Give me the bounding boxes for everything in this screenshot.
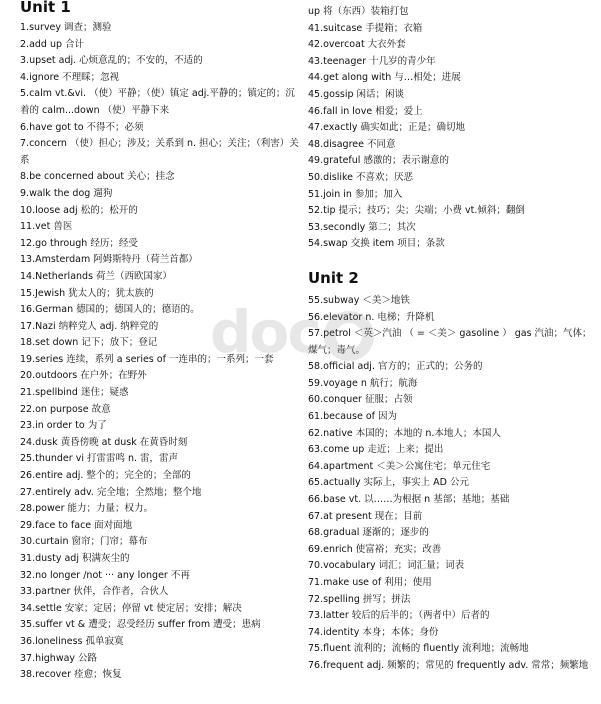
vocab-entry-64: 64.apartment ＜美＞公寓住宅；单元住宅 [308,460,491,472]
vocab-entry-69: 69.enrich 使富裕；充实；改善 [308,543,442,555]
vocab-entry-45: 45.gossip 闲话；闲谈 [308,88,405,100]
vocab-entry-20: 20.outdoors 在户外；在野外 [20,370,147,382]
vocab-entry-44: 44.get along with 与…相处；进展 [308,72,461,84]
vocab-entry-56: 56.elevator n. 电梯；升降机 [308,311,435,323]
vocab-entry-52: 52.tip 提示；技巧；尖；尖端；小费 vt.倾斜；翻倒 [308,205,525,217]
vocab-entry-13: 13.Amsterdam 阿姆斯特丹（荷兰首都） [20,254,198,266]
vocab-entry-58: 58.official adj. 官方的；正式的；公务的 [308,361,483,373]
vocab-entry-65: 65.actually 实际上，事实上 AD 公元 [308,477,469,489]
vocab-entry-16: 16.German 德国的；德国人的；德语的。 [20,304,200,316]
vocab-entry-63: 63.come up 走近；上来；提出 [308,444,444,456]
vocab-entry-57: 57.petrol ＜英＞汽油 （ = ＜美＞ gasoline ） gas 汽油；气体；煤气；毒气。 [308,328,592,356]
vocab-entry-60: 60.conquer 征服；占领 [308,394,413,406]
vocab-entry-49: 49.grateful 感激的；表示谢意的 [308,155,449,167]
vocab-entry-3: 3.upset adj. 心烦意乱的；不安的，不适的 [20,55,203,67]
vocab-entry-66: 66.base vt. 以……为根据 n 基部；基地；基础 [308,494,510,506]
vocab-entry-43: 43.teenager 十几岁的青少年 [308,55,436,67]
vocab-entry-37: 37.highway 公路 [20,652,98,664]
vocab-entry-55: 55.subway ＜美＞地铁 [308,294,410,306]
unit-1-heading: Unit 1 [20,0,71,16]
vocab-entry-62: 62.native 本国的；本地的 n.本地人；本国人 [308,427,501,439]
unit-2-heading: Unit 2 [308,268,359,287]
vocab-entry-23: 23.in order to 为了 [20,420,107,432]
vocab-entry-14: 14.Netherlands 荷兰（西欧国家） [20,270,173,282]
vocab-entry-34: 34.settle 安家；定居；停留 vt 使定居；安排；解决 [20,602,242,614]
vocab-entry-6: 6.have got to 不得不；必须 [20,121,144,133]
continued-entry-fragment: up 将（东西）装箱打包 [308,6,409,17]
vocab-entry-18: 18.set down 记下；放下；登记 [20,337,158,349]
right-column [308,0,596,675]
vocab-entry-67: 67.at present 现在；目前 [308,510,423,522]
vocab-entry-73: 73.latter 较后的后半的；（两者中）后者的 [308,610,490,622]
vocab-entry-1: 1.survey 调查；测验 [20,22,112,33]
vocab-entry-15: 15.Jewish 犹太人的；犹太族的 [20,287,154,299]
vocab-entry-47: 47.exactly 确实如此；正是；确切地 [308,122,465,134]
vocab-entry-19: 19.series 连续，系列 a series of 一连串的；一系列；一套 [20,353,274,365]
vocab-entry-74: 74.identity 本身；本体；身份 [308,626,439,638]
vocab-entry-32: 32.no longer /not ··· any longer 不再 [20,569,190,581]
vocab-entry-5: 5.calm vt.&vi. （使）平静；（使）镇定 adj.平静的；镇定的；沉着的 calm...down （使）平静下来 [20,88,295,116]
vocab-entry-31: 31.dusty adj 积满灰尘的 [20,553,130,564]
unit-1-vocab-list [20,20,300,684]
vocab-entry-27: 27.entirely adv. 完全地；全然地；整个地 [20,486,202,498]
vocab-entry-10: 10.loose adj 松的；松开的 [20,204,138,216]
vocab-entry-11: 11.vet 兽医 [20,221,73,233]
vocab-entry-46: 46.fall in love 相爱；爱上 [308,105,423,117]
vocab-entry-12: 12.go through 经历；经受 [20,237,138,249]
vocab-entry-41: 41.suitcase 手提箱；衣箱 [308,22,423,34]
vocab-entry-48: 48.disagree 不同意 [308,138,396,150]
vocab-entry-38: 38.recover 痊愈；恢复 [20,669,122,681]
unit-2-vocab-list [308,293,596,675]
vocab-entry-25: 25.thunder vi 打雷雷鸣 n. 雷，雷声 [20,453,179,465]
vocab-entry-7: 7.concern （使）担心；涉及；关系到 n. 担心；关注；（利害）关系 [20,138,299,166]
vocab-entry-17: 17.Nazi 纳粹党人 adj. 纳粹党的 [20,320,159,332]
vocab-entry-71: 71.make use of 利用；使用 [308,577,432,588]
vocab-entry-9: 9.walk the dog 遛狗 [20,187,113,199]
vocab-entry-51: 51.join in 参加；加入 [308,188,403,200]
vocab-entry-8: 8.be concerned about 关心；挂念 [20,171,175,183]
vocab-entry-2: 2.add up 合计 [20,38,85,50]
vocab-entry-4: 4.ignore 不理睬；忽视 [20,71,120,83]
vocab-entry-76: 76.frequent adj. 频繁的；常见的 frequently adv. 常常；频繁地 [308,659,589,671]
vocab-entry-75: 75.fluent 流利的；流畅的 fluently 流利地；流畅地 [308,643,529,655]
vocab-entry-68: 68.gradual 逐渐的；逐步的 [308,527,429,539]
vocab-entry-21: 21.spellbind 迷住；疑惑 [20,387,129,399]
vocab-entry-29: 29.face to face 面对面地 [20,519,133,531]
vocab-entry-72: 72.spelling 拼写；拼法 [308,593,411,605]
vocab-entry-30: 30.curtain 窗帘；门帘；幕布 [20,536,148,548]
vocab-entry-26: 26.entire adj. 整个的；完全的；全部的 [20,470,191,482]
unit-1-vocab-list-continued [308,21,596,253]
vocab-entry-61: 61.because of 因为 [308,411,398,423]
vocab-entry-33: 33.partner 伙伴，合作者，合伙人 [20,586,169,598]
left-column [20,0,300,684]
vocab-entry-28: 28.power 能力；力量；权力。 [20,503,153,515]
vocab-entry-36: 36.loneliness 孤单寂寞 [20,635,124,647]
vocab-entry-24: 24.dusk 黄昏傍晚 at dusk 在黄昏时刻 [20,436,188,448]
vocab-entry-22: 22.on purpose 故意 [20,403,111,415]
vocab-entry-59: 59.voyage n 航行；航海 [308,377,418,389]
vocab-entry-53: 53.secondly 第二；其次 [308,221,416,233]
vocab-entry-50: 50.dislike 不喜欢；厌恶 [308,171,414,183]
vocab-entry-54: 54.swap 交换 item 项目；条款 [308,238,445,250]
docin-watermark: doc [210,298,378,366]
vocab-entry-42: 42.overcoat 大衣外套 [308,39,406,51]
vocab-entry-35: 35.suffer vt & 遭受；忍受经历 suffer from 遭受；患病 [20,619,261,631]
vocab-entry-70: 70.vocabulary 词汇；词汇量；词表 [308,560,465,572]
